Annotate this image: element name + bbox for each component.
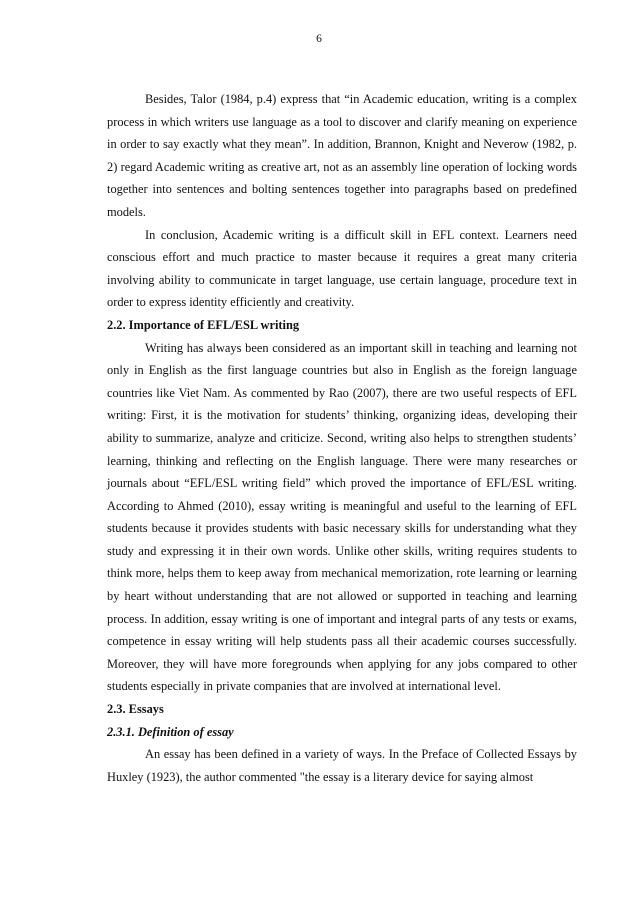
- section-heading-essays: 2.3. Essays: [107, 702, 164, 717]
- paragraph-importance: Writing has always been considered as an important skill in teaching and learning not only in English as the first language countries but also in English as the foreign language countries like Viet Nam. As commented by Rao (2007), there are two useful respects of EFL writing: First, it is the motivation for students’ thinking, organizing ideas, developing their ability to summarize, analyze and criticize. Second, writing also helps to strengthen students’ learning, thinking and reflecting on the English language. There were many researches or journals about “EFL/ESL writing field” which proved the importance of EFL/ESL writing. According to Ahmed (2010), essay writing is meaningful and useful to the learning of EFL students because it provides students with basic necessary skills for understanding what they study and expressing it in their own words. Unlike other skills, writing requires students to think more, helps them to keep away from mechanical memorization, rote learning or learning by heart without understanding that are not allowed or supported in teaching and learning process. In addition, essay writing is one of important and integral parts of any tests or exams, competence in essay writing will help students pass all their academic courses successfully. Moreover, they will have more foregrounds when applying for any jobs compared to other students especially in private companies that are involved at international level.: [107, 340, 577, 694]
- paragraph-definition: An essay has been defined in a variety of ways. In the Preface of Collected Essays by Huxley (1923), the author commented "the essay is a literary device for saying almost: [107, 747, 577, 784]
- paragraph-talor: Besides, Talor (1984, p.4) express that “in Academic education, writing is a complex process in which writers use language as a tool to discover and clarify meaning on experience in order to say exactly what they mean”. In addition, Brannon, Knight and Neverow (1982, p. 2) regard Academic writing as creative art, not as an assembly line operation of locking words together into sentences and bolting sentences together into paragraphs based on predefined models.: [107, 92, 577, 219]
- subsection-heading-definition: 2.3.1. Definition of essay: [107, 724, 234, 739]
- page-number: 6: [316, 33, 322, 45]
- paragraph-conclusion: In conclusion, Academic writing is a difficult skill in EFL context. Learners need conscious effort and much practice to master because it requires a great many criteria involving ability to communicate in target language, use certain language, procedure text in order to express identity efficiently and creativity.: [107, 227, 577, 310]
- document-body: [107, 88, 577, 788]
- section-heading-importance: 2.2. Importance of EFL/ESL writing: [107, 317, 300, 332]
